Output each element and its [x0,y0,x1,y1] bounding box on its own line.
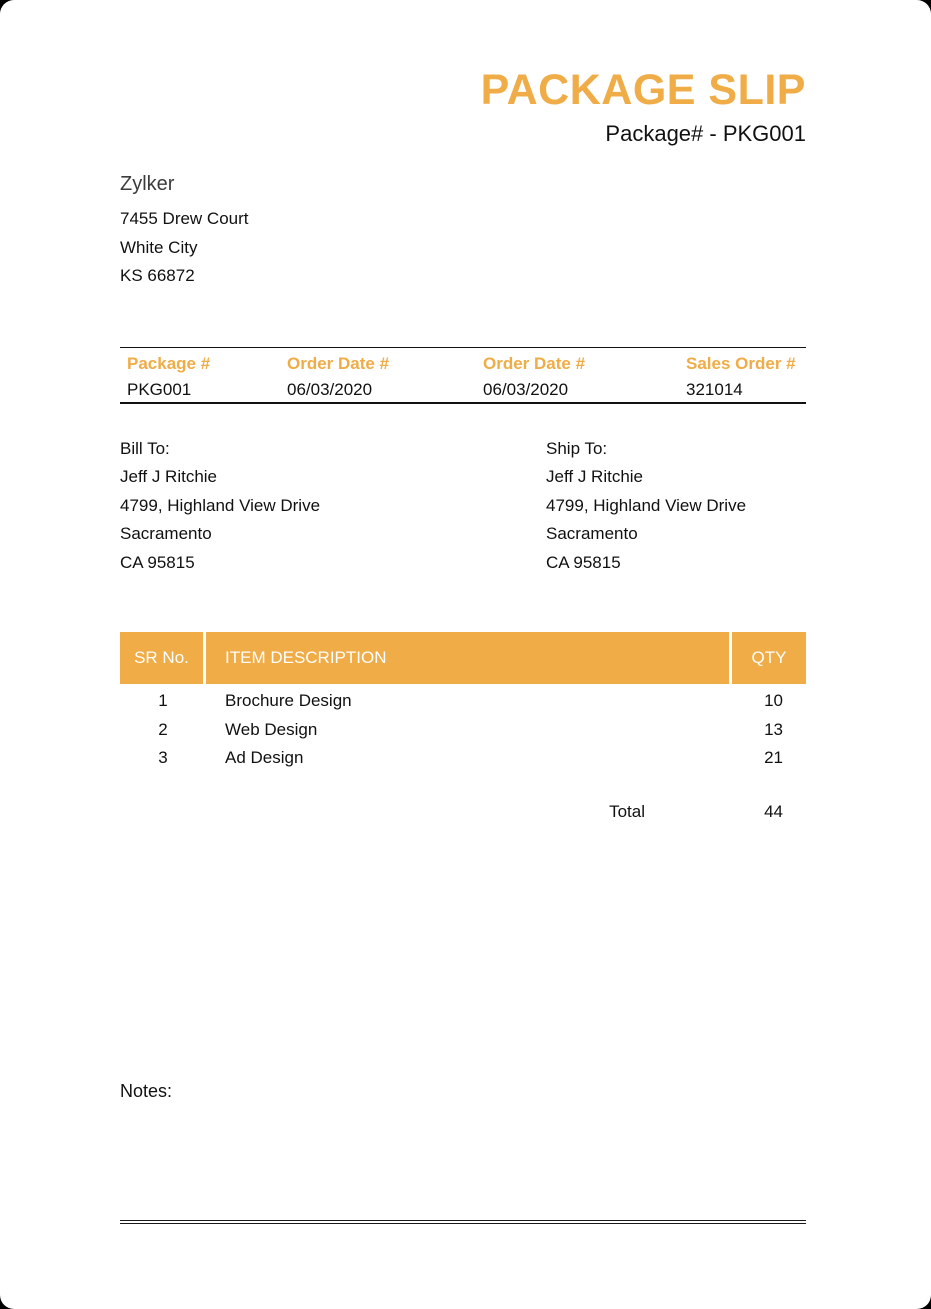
page-title: PACKAGE SLIP [480,66,806,114]
col-header-sr-no: SR No. [134,648,189,667]
ship-to-block [546,435,806,578]
info-value-order-date-1: 06/03/2020 [287,379,373,399]
info-header-row [120,347,806,377]
bill-to-line: Sacramento [120,524,212,543]
info-value-sales-order: 321014 [686,379,743,399]
package-info-table [120,347,806,404]
info-header-order-date-1: Order Date # [287,353,390,373]
item-row [120,687,806,716]
ship-to-line: Jeff J Ritchie [546,467,644,486]
item-qty: 13 [764,719,783,739]
items-table-header [120,632,806,684]
company-block [120,172,806,291]
total-qty-value: 44 [764,801,783,821]
info-value-order-date-2: 06/03/2020 [483,379,569,399]
ship-to-line: 4799, Highland View Drive [546,495,747,515]
total-row [120,798,806,827]
item-qty: 10 [764,691,783,710]
col-header-qty: QTY [751,648,787,667]
item-description: Brochure Design [225,691,352,710]
footer-divider [120,1220,806,1224]
item-row [120,716,806,745]
company-address-line: White City [120,237,198,257]
info-value-package-no: PKG001 [127,379,192,399]
bill-to-block [120,435,546,578]
item-sr-no: 3 [158,748,168,767]
info-header-sales-order: Sales Order # [686,353,796,373]
items-table-body [120,687,806,773]
items-table [120,632,806,826]
company-address-line: KS 66872 [120,266,195,285]
item-row [120,744,806,773]
ship-to-line: Sacramento [546,524,638,543]
bill-to-line: 4799, Highland View Drive [120,495,321,515]
col-header-item-description: ITEM DESCRIPTION [225,648,387,667]
item-sr-no: 1 [158,691,168,710]
item-description: Ad Design [225,748,304,767]
ship-to-label: Ship To: [546,438,608,458]
item-description: Web Design [225,719,318,739]
company-address [120,205,806,291]
bill-to-label: Bill To: [120,438,170,458]
ship-to-line: CA 95815 [546,552,621,572]
bill-to-line: Jeff J Ritchie [120,467,218,486]
addresses-section [120,435,806,578]
info-header-order-date-2: Order Date # [483,353,586,373]
package-number: Package# - PKG001 [605,121,806,146]
company-address-line: 7455 Drew Court [120,209,249,228]
document-content [0,67,931,1224]
item-qty: 21 [764,748,783,767]
notes-label: Notes: [120,1081,173,1101]
info-value-row [120,377,806,403]
info-header-package-no: Package # [127,353,211,373]
item-sr-no: 2 [158,719,168,739]
bill-to-line: CA 95815 [120,552,195,572]
company-name: Zylker [120,173,175,195]
total-label: Total [609,801,645,821]
